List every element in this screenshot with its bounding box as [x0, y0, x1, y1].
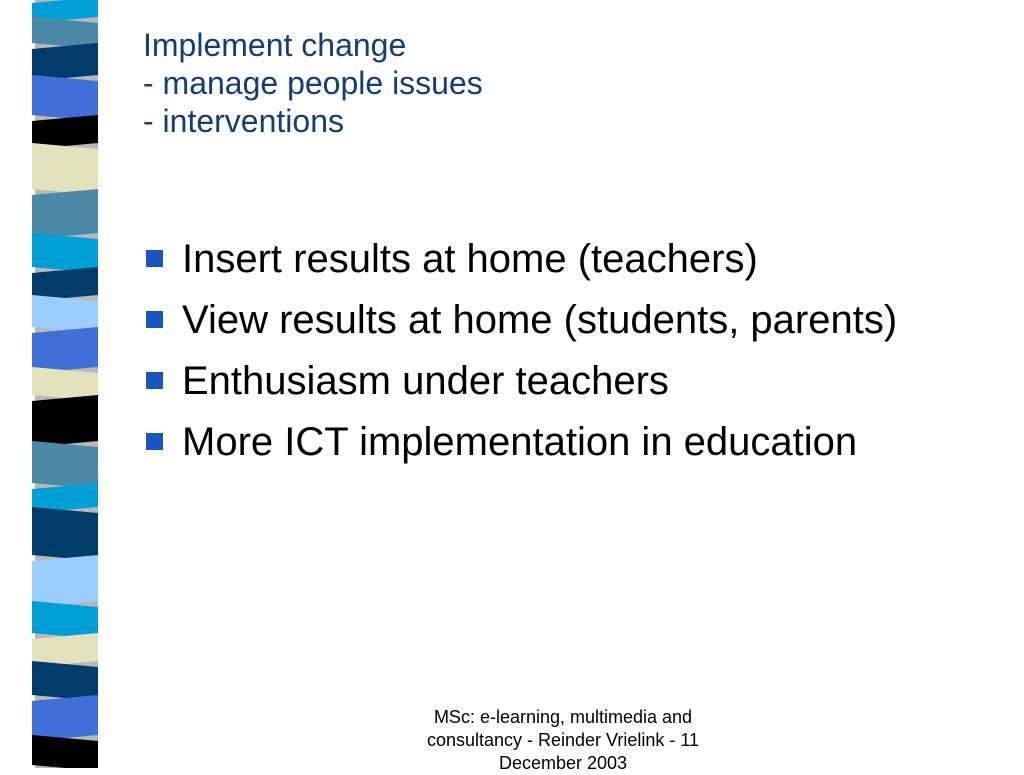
bullet-text: Insert results at home (teachers) [182, 237, 758, 281]
bullet-item [142, 230, 1002, 288]
square-bullet-icon [146, 250, 163, 267]
square-bullet-icon [146, 433, 163, 450]
title-line-2: - manage people issues [143, 65, 483, 101]
bullet-item [142, 413, 1002, 471]
slide-footer: MSc: e-learning, multimedia and consultancy - Reinder Vrielink - 11 December 2003 [426, 707, 700, 773]
square-bullet-icon [146, 372, 163, 389]
bullet-text: Enthusiasm under teachers [182, 359, 669, 403]
decorative-stripe [0, 0, 120, 768]
bullet-item [142, 352, 1002, 410]
title-line-1: Implement change [143, 27, 407, 63]
slide-title [143, 26, 483, 140]
bullet-text: View results at home (students, parents) [182, 298, 898, 342]
bullet-item [142, 291, 1002, 349]
bullet-list [142, 230, 1002, 474]
title-line-3: - interventions [143, 103, 344, 139]
bullet-text: More ICT implementation in education [182, 420, 858, 464]
square-bullet-icon [146, 311, 163, 328]
